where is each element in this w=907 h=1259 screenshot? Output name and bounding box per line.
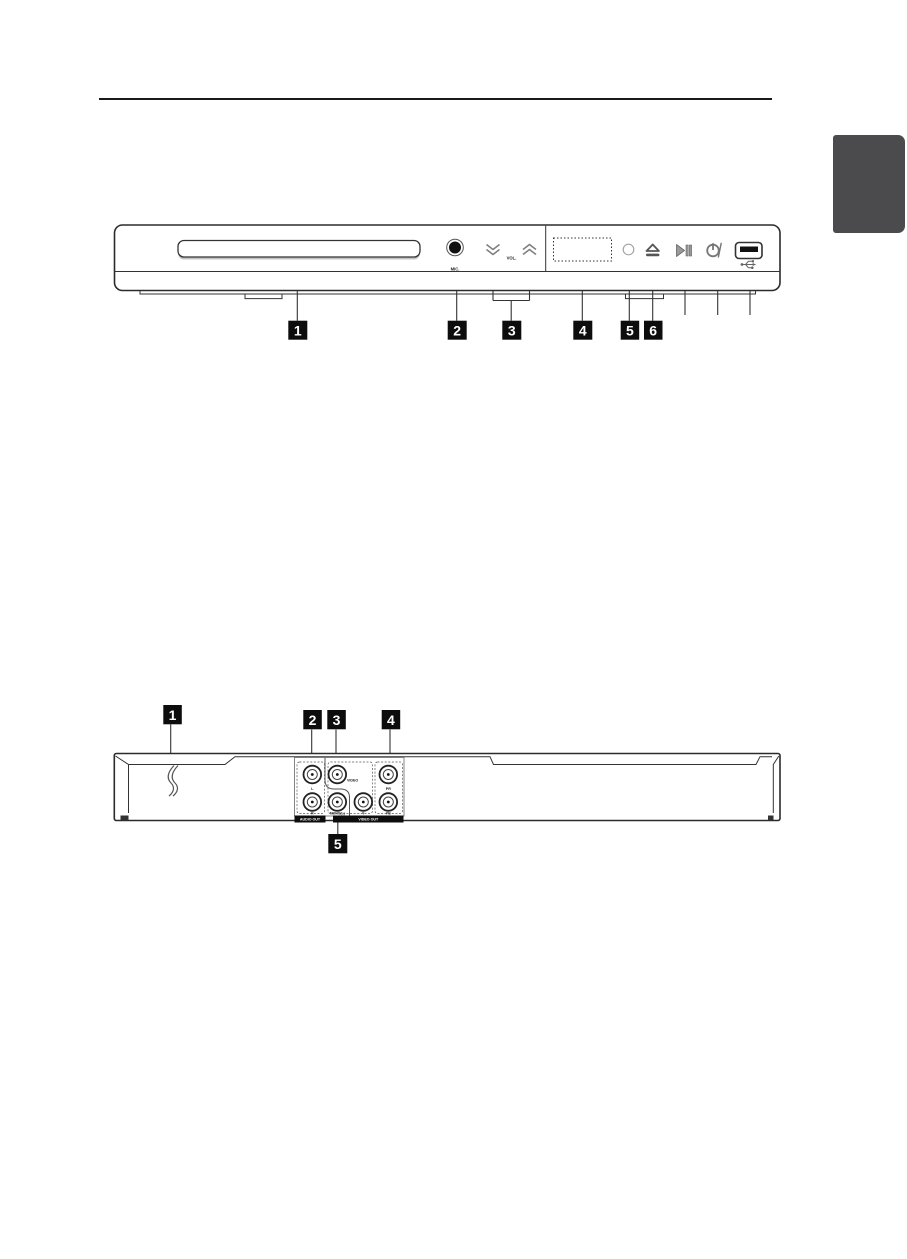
disc-tray — [178, 241, 420, 260]
port-label-pr: PR — [385, 787, 391, 791]
rear-callout-5: 5 — [333, 835, 342, 852]
section-tab — [833, 135, 905, 233]
port-label-video: VIDEO — [347, 778, 359, 783]
front-callouts — [288, 321, 662, 340]
callout-3: 3 — [507, 322, 516, 339]
callout-1: 1 — [293, 322, 302, 339]
rca-jack-audio-r — [304, 793, 322, 811]
port-group-strips — [295, 816, 404, 823]
rca-jack-y — [355, 793, 373, 811]
port-label-y: Y — [362, 811, 365, 816]
volume-label: VOL. — [506, 255, 517, 261]
usb-port — [736, 243, 763, 259]
strip-video-out: VIDEO OUT — [358, 817, 379, 822]
rear-callout-3: 3 — [332, 711, 341, 728]
rca-jack-pr — [380, 766, 398, 784]
port-label-l: L — [311, 787, 314, 791]
rear-panel-diagram — [110, 700, 790, 860]
port-label-r: R — [311, 811, 314, 816]
mic-label: MIC. — [450, 266, 460, 272]
port-label-pb: PB — [385, 811, 391, 816]
top-rule — [99, 98, 772, 100]
rear-callout-4: 4 — [387, 711, 395, 728]
callout-5: 5 — [626, 322, 634, 339]
mic-jack — [447, 239, 464, 256]
rca-jack-video — [329, 766, 347, 784]
rear-panel-chassis — [114, 754, 780, 821]
callout-2: 2 — [453, 322, 462, 339]
rca-jack-audio-l — [304, 766, 322, 784]
strip-audio-out: AUDIO OUT — [299, 817, 321, 822]
port-label-mono: MONO(L) — [329, 811, 345, 816]
rca-jack-pb — [380, 793, 398, 811]
rca-jack-mono — [329, 793, 347, 811]
front-panel-diagram — [100, 218, 790, 345]
callout-4: 4 — [578, 322, 587, 339]
front-panel-chassis — [115, 225, 781, 299]
callout-6: 6 — [649, 322, 658, 339]
rear-callout-1: 1 — [168, 706, 177, 723]
rear-callout-2: 2 — [308, 711, 317, 728]
